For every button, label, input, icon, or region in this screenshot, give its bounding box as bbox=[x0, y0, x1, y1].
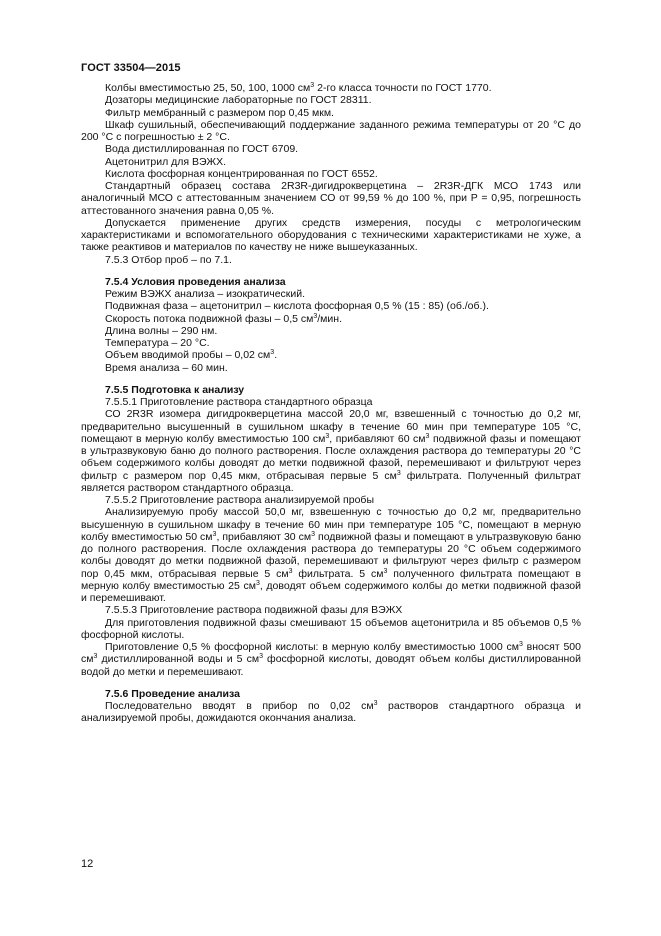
condition-line: Подвижная фаза – ацетонитрил – кислота фосфорная 0,5 % (15 : 85) (об./об.). bbox=[105, 300, 489, 313]
page-number: 12 bbox=[81, 858, 94, 870]
subsection-title: 7.5.5.3 Приготовление раствора подвижной фазы для ВЭЖХ bbox=[105, 604, 403, 617]
subsection-title: 7.5.5.1 Приготовление раствора стандартного образца bbox=[105, 396, 373, 408]
subsection-title: 7.5.5.2 Приготовление раствора анализируемой пробы bbox=[105, 494, 374, 506]
condition-line: Объем вводимой пробы – 0,02 $см^3$. bbox=[105, 349, 278, 362]
sampling-clause: 7.5.3 Отбор проб – по 7.1. bbox=[105, 253, 232, 266]
analysis-text: Последовательно вводят в прибор по 0,02 $см^3$ растворов стандартного образца и анализируемой пробы, дожидаются окончания анализа. bbox=[81, 700, 581, 725]
subsection-text: Для приготовления подвижной фазы смешивают 15 объемов ацетонитрила и 85 объемов 0,5 % фосфорной кислоты. bbox=[81, 616, 581, 641]
section-heading-7-5-6: 7.5.6 Проведение анализа bbox=[105, 687, 240, 700]
equipment-item: Вода дистиллированная по ГОСТ 6709. bbox=[105, 143, 299, 156]
equipment-item: Стандартный образец состава 2R3R-дигидрокверцетина – 2R3R-ДГК МСО 1743 или аналогичный МСО с аттестованным значением СО от 99,59 % до 100 %, при P = 0,95, погрешность аттестованного значения равна 0,05 %. bbox=[81, 180, 581, 217]
document-code-header: ГОСТ 33504—2015 bbox=[81, 62, 181, 74]
subsection-text: СО 2R3R изомера дигидрокверцетина массой 20,0 мг, взвешенный с точностью до 0,2 мг, предварительно высушенный в сушильном шкафу в течение 60 мин при температуре 105 °С, помещают в мерную колбу вместимостью 100 $см^3$, прибавляют 60 $см^3$ подвижной фазы и помещают в ультразвуковую баню до полного растворения. После охлаждения раствора до температуры 20 °С объем содержимого колбы доводят до метки подвижной фазой, перемешивают и фильтруют через фильтр с размером пор 0,45 мкм, отбрасывая первые 5 $см^3$ фильтрата. Полученный фильтрат является раствором стандартного образца. bbox=[81, 408, 581, 494]
subsection-text: Приготовление 0,5 % фосфорной кислоты: в мерную колбу вместимостью 1000 $см^3$ вносят 500 $см^3$ дистиллированной воды и 5 $см^3$ фосфорной кислоты, доводят объем колбы дистиллированной водой до метки и перемешивают. bbox=[81, 641, 581, 678]
condition-line: Длина волны – 290 нм. bbox=[105, 324, 218, 337]
equipment-item: Шкаф сушильный, обеспечивающий поддержание заданного режима температуры от 20 °С до 200 °С с погрешностью ± 2 °С. bbox=[81, 118, 581, 143]
condition-line: Время анализа – 60 мин. bbox=[105, 361, 228, 374]
equipment-note: Допускается применение других средств измерения, посуды с метрологическим характеристиками и вспомогательного оборудования с техническими характеристиками не хуже, а также реактивов и материалов по качеству не ниже вышеуказанных. bbox=[81, 216, 581, 254]
document-body bbox=[81, 82, 581, 725]
equipment-item: Кислота фосфорная концентрированная по ГОСТ 6552. bbox=[105, 167, 378, 180]
equipment-item: Фильтр мембранный с размером пор 0,45 мкм. bbox=[105, 106, 334, 119]
equipment-item: Колбы вместимостью 25, 50, 100, 1000 $см^3$ 2-го класса точности по ГОСТ 1770. bbox=[105, 82, 492, 94]
subsection-text: Анализируемую пробу массой 50,0 мг, взвешенную с точностью до 0,2 мг, предварительно высушенную в сушильном шкафу в течение 60 мин при температуре 105 °С, помещают в мерную колбу вместимостью 50 $см^3$, прибавляют 30 $см^3$ подвижной фазы и помещают в ультразвуковую баню до полного растворения. После охлаждения раствора до температуры 20 °С объем содержимого колбы доводят до метки подвижной фазой, перемешивают и фильтруют через фильтр с размером пор 0,45 мкм, отбрасывая первые 5 $см^3$ фильтрата. 5 $см^3$ полученного фильтрата помещают в мерную колбу вместимостью 25 $см^3$, доводят объем содержимого колбы до метки подвижной фазой и перемешивают. bbox=[81, 506, 581, 604]
section-heading-7-5-4: 7.5.4 Условия проведения анализа bbox=[105, 275, 286, 288]
condition-line: Скорость потока подвижной фазы – 0,5 $см^3$/мин. bbox=[105, 312, 342, 325]
condition-line: Температура – 20 °С. bbox=[105, 337, 210, 349]
equipment-item: Ацетонитрил для ВЭЖХ. bbox=[105, 155, 227, 168]
equipment-item: Дозаторы медицинские лабораторные по ГОСТ 28311. bbox=[105, 94, 372, 107]
condition-line: Режим ВЭЖХ анализа – изократический. bbox=[105, 288, 306, 300]
section-heading-7-5-5: 7.5.5 Подготовка к анализу bbox=[105, 383, 245, 396]
